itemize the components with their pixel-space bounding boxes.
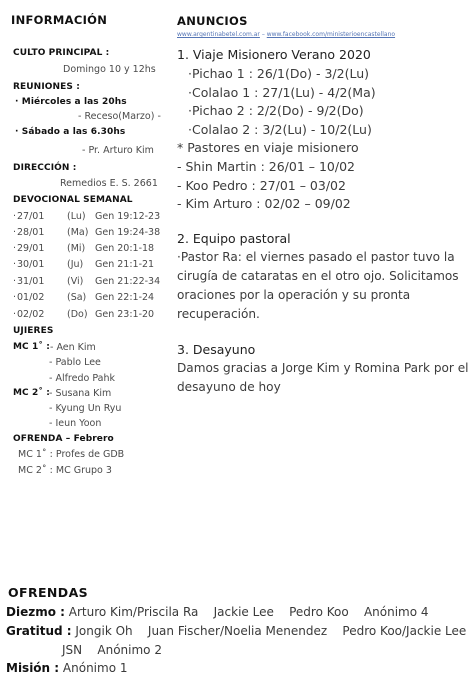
anuncio-line: - Kim Arturo : 02/02 – 09/02 [177, 196, 351, 212]
ujier-name: - Pablo Lee [49, 357, 101, 368]
anuncio-line: ·Pichao 2 : 2/2(Do) - 9/2(Do) [188, 103, 364, 119]
anuncio-1-title: 1. Viaje Misionero Verano 2020 [177, 47, 371, 62]
diezmo-names: Arturo Kim/Priscila Ra Jackie Lee Pedro Koo Anónimo 4 [68, 605, 429, 619]
ujier-name: - Alfredo Pahk [49, 373, 115, 384]
anuncio-line: * Pastores en viaje misionero [177, 140, 359, 156]
ujieres-mc2-label: MC 2˚ : [13, 388, 50, 398]
ujieres-mc1-label: MC 1˚ : [13, 342, 50, 352]
ujieres-label: UJIERES [13, 326, 54, 336]
anuncio-line: - Koo Pedro : 27/01 – 03/02 [177, 177, 346, 193]
reuniones-receso: - Receso(Marzo) - [78, 111, 161, 122]
direccion-value: Remedios E. S. 2661 [60, 178, 158, 189]
ujier-name: - Aen Kim [50, 342, 96, 353]
anuncio-3-title: 3. Desayuno [177, 342, 256, 357]
ofrenda-line: MC 2˚ : MC Grupo 3 [18, 465, 112, 476]
anuncio-2-body [177, 248, 459, 324]
ujier-name: - Susana Kim [49, 388, 112, 399]
mision-names: Anónimo 1 [62, 661, 128, 675]
link-separator: – [259, 31, 267, 38]
direccion-label: DIRECCIÓN : [13, 163, 77, 173]
reuniones-label: REUNIONES : [13, 82, 80, 92]
ujier-name: - Ieun Yoon [49, 418, 102, 429]
anuncio-line: ·Colalao 2 : 3/2(Lu) - 10/2(Lu) [188, 121, 372, 137]
website-link[interactable]: www.argentinabetel.com.ar [177, 31, 260, 38]
anuncio-2-title: 2. Equipo pastoral [177, 231, 291, 246]
diezmo-label: Diezmo : [6, 605, 65, 619]
ofrenda-label: OFRENDA – Febrero [13, 434, 114, 444]
anuncio-line: ·Colalao 1 : 27/1(Lu) - 4/2(Ma) [188, 84, 376, 100]
anuncio-line: oraciones por la operación y su pronta [177, 288, 411, 302]
anuncio-line: recuperación. [177, 307, 260, 321]
gratitud-label: Gratitud : [6, 624, 72, 638]
diezmo-line [6, 605, 429, 619]
reuniones-miercoles: · Miércoles a las 20hs [15, 97, 127, 107]
culto-value: Domingo 10 y 12hs [63, 64, 156, 75]
gratitud-line [6, 624, 466, 638]
info-title: INFORMACIÓN [11, 13, 108, 27]
anuncio-line: Damos gracias a Jorge Kim y Romina Park por el [177, 361, 469, 375]
mision-line [6, 661, 127, 675]
anuncio-line: - Shin Martin : 26/01 – 10/02 [177, 158, 355, 174]
web-links [177, 31, 395, 38]
ofrenda-line: MC 1˚ : Profes de GDB [18, 449, 125, 460]
reuniones-pastor: - Pr. Arturo Kim [82, 145, 154, 156]
devocional-label: DEVOCIONAL SEMANAL [13, 195, 133, 205]
facebook-link[interactable]: www.facebook.com/ministerioencastellano [266, 31, 396, 38]
anuncio-line: desayuno de hoy [177, 380, 281, 394]
reuniones-sabado: · Sábado a las 6.30hs [15, 127, 126, 137]
anuncio-line: ·Pichao 1 : 26/1(Do) - 3/2(Lu) [188, 66, 369, 81]
anuncio-1-body [177, 65, 376, 214]
gratitud-names: Jongik Oh Juan Fischer/Noelia Menendez Pedro Koo/Jackie Lee [75, 624, 467, 638]
anuncio-line: ·Pastor Ra: el viernes pasado el pastor tuvo la [177, 250, 455, 264]
gratitud-names-2: JSN Anónimo 2 [62, 643, 162, 657]
ujier-name: - Kyung Un Ryu [49, 403, 122, 414]
mision-label: Misión : [6, 661, 60, 675]
anuncio-line: cirugía de cataratas en el otro ojo. Solicitamos [177, 269, 459, 283]
ofrendas-title: OFRENDAS [8, 585, 89, 600]
anuncio-3-body [177, 359, 469, 397]
anuncios-title: ANUNCIOS [177, 14, 248, 28]
culto-label: CULTO PRINCIPAL : [13, 48, 110, 58]
